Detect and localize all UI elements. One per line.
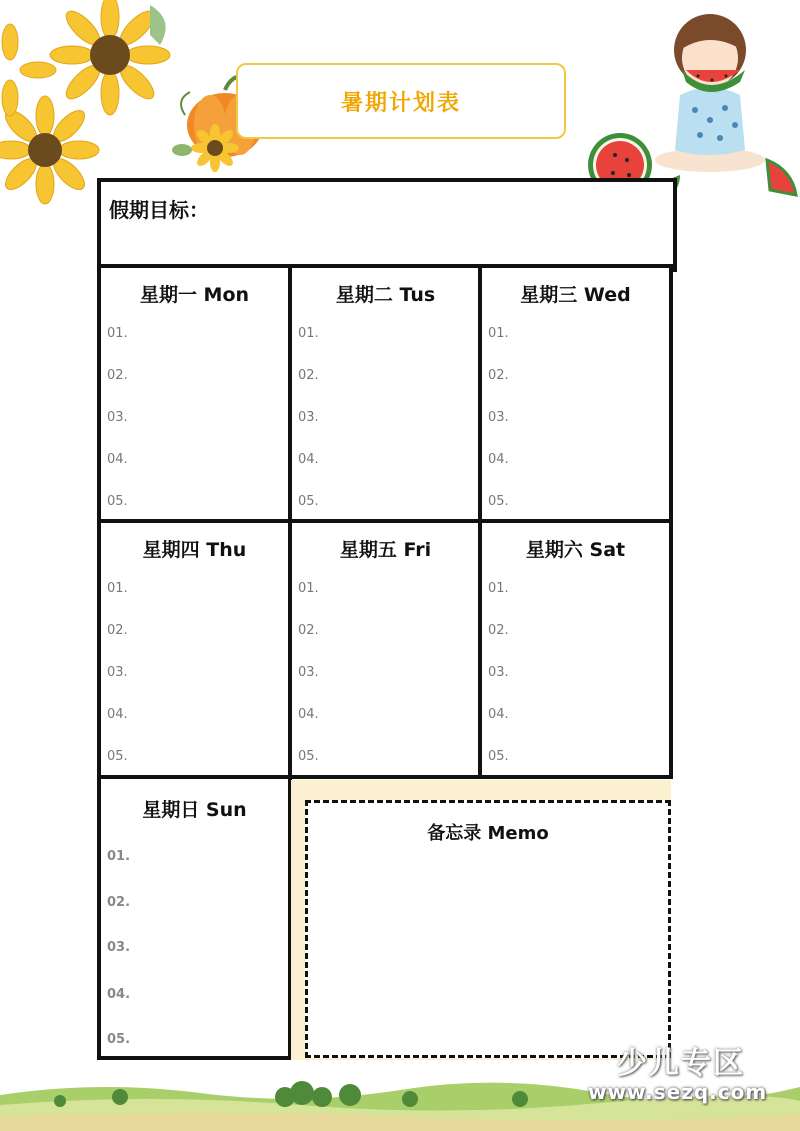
list-item: 05. (107, 494, 128, 509)
day-title: 星期四 Thu (142, 539, 247, 561)
list-item: 03. (488, 410, 509, 425)
day-title: 星期一 Mon (139, 284, 250, 306)
list-item: 02. (298, 623, 319, 638)
day-title: 星期六 Sat (525, 539, 626, 561)
list-item: 02. (107, 895, 131, 910)
list-item: 04. (107, 452, 128, 467)
memo-title: 备忘录 Memo (427, 823, 549, 844)
watermelon-slice-icon (762, 150, 800, 200)
list-item: 05. (298, 749, 319, 764)
day-cell-tue (288, 264, 483, 523)
list-item: 02. (107, 623, 128, 638)
page-title: 暑期计划表 (340, 90, 461, 116)
list-item: 05. (298, 494, 319, 509)
list-item: 03. (488, 665, 509, 680)
day-title: 星期五 Fri (339, 539, 432, 561)
day-cell-fri (288, 519, 483, 779)
list-item: 01. (298, 326, 319, 341)
day-cell-thu (97, 519, 292, 779)
list-item: 03. (107, 940, 131, 955)
day-cell-wed (478, 264, 673, 523)
day-cell-sat (478, 519, 673, 779)
day-title: 星期二 Tus (335, 284, 436, 306)
list-item: 01. (107, 326, 128, 341)
list-item: 02. (488, 623, 509, 638)
list-item: 02. (107, 368, 128, 383)
list-item: 04. (488, 452, 509, 467)
list-item: 01. (107, 581, 128, 596)
list-item: 05. (488, 749, 509, 764)
vacation-goal-box (97, 178, 677, 272)
list-item: 04. (298, 452, 319, 467)
goal-label: 假期目标： (109, 198, 209, 222)
list-item: 05. (107, 749, 128, 764)
watermark-text: 少儿专区 (617, 1046, 745, 1081)
list-item: 01. (488, 326, 509, 341)
list-item: 04. (488, 707, 509, 722)
day-cell-mon (97, 264, 292, 523)
day-cell-sun (97, 775, 292, 1060)
list-item: 02. (488, 368, 509, 383)
memo-box (305, 800, 671, 1058)
list-item: 05. (107, 1032, 131, 1047)
list-item: 04. (107, 987, 131, 1002)
list-item: 01. (298, 581, 319, 596)
day-title: 星期日 Sun (142, 799, 247, 821)
title-banner (236, 63, 566, 139)
list-item: 01. (107, 849, 131, 864)
list-item: 03. (107, 665, 128, 680)
watermark-url: www.sezq.com (588, 1080, 768, 1104)
list-item: 03. (107, 410, 128, 425)
day-title: 星期三 Wed (520, 284, 631, 306)
list-item: 04. (107, 707, 128, 722)
list-item: 02. (298, 368, 319, 383)
list-item: 04. (298, 707, 319, 722)
list-item: 03. (298, 665, 319, 680)
list-item: 05. (488, 494, 509, 509)
list-item: 01. (488, 581, 509, 596)
list-item: 03. (298, 410, 319, 425)
